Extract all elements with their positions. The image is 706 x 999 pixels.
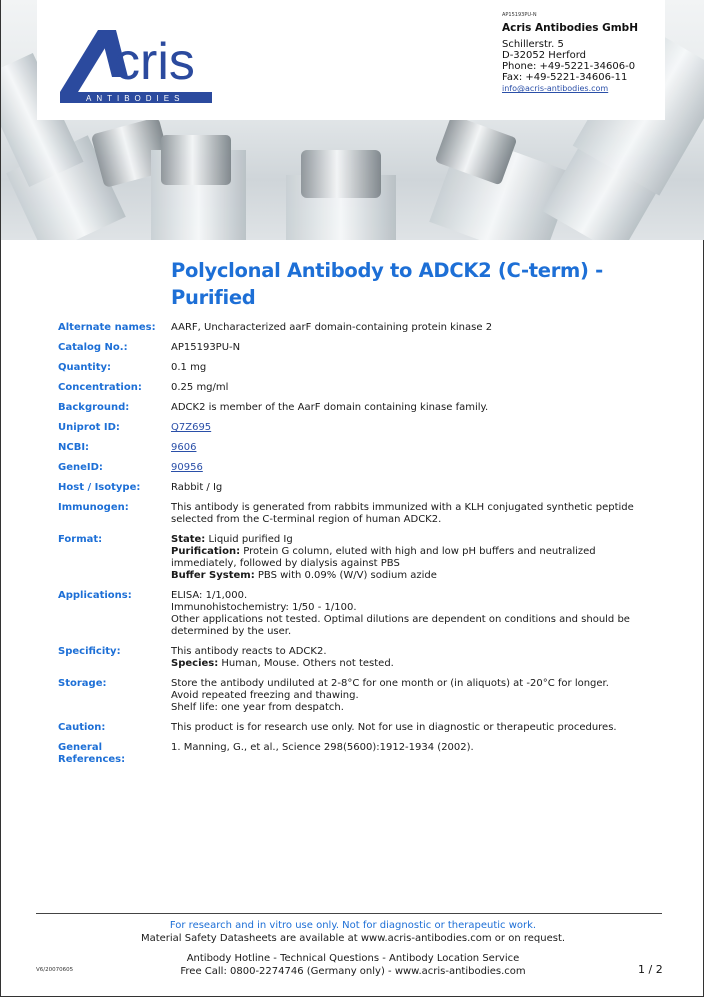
field-label: Applications: (58, 590, 132, 601)
footer-msds-note: Material Safety Datasheets are available at www.acris-antibodies.com or on request. (140, 933, 566, 944)
version-code: V6/20070605 (36, 967, 74, 973)
value-text: immediately, followed by dialysis against PBS (171, 558, 400, 569)
logo-subtitle: ANTIBODIES (86, 94, 185, 103)
field-value (171, 342, 651, 354)
value-line: ELISA: 1/1,000. (171, 590, 248, 601)
value-line: Shelf life: one year from despatch. (171, 702, 344, 713)
value-text: Human, Mouse. Others not tested. (218, 658, 394, 669)
address-line: Schillerstr. 5 (502, 39, 564, 50)
page-title: Polyclonal Antibody to ADCK2 (C-term) - Purified (171, 259, 603, 309)
info-row (58, 442, 658, 454)
logo-wordmark: cris (114, 33, 195, 91)
value-line (171, 646, 651, 658)
value-line (171, 546, 651, 558)
database-link[interactable]: Q7Z695 (171, 422, 212, 433)
info-row (58, 742, 658, 766)
field-value (171, 722, 651, 734)
field-value (171, 502, 651, 526)
field-label: Catalog No.: (58, 342, 128, 353)
database-link[interactable]: 9606 (171, 442, 197, 453)
page-number: 1 / 2 (638, 963, 663, 976)
info-row (58, 590, 658, 638)
field-label: Concentration: (58, 382, 142, 393)
field-label: Specificity: (58, 646, 121, 657)
value-sublabel: Purification: (171, 546, 241, 557)
footer-disclaimer: For research and in vitro use only. Not for diagnostic or therapeutic work. (169, 920, 537, 931)
value-line: This product is for research use only. Not for use in diagnostic or therapeutic procedures. (171, 722, 617, 733)
value-line: determined by the user. (171, 626, 292, 637)
info-row (58, 482, 658, 494)
footer-hotline: Antibody Hotline - Technical Questions - Antibody Location Service (186, 953, 520, 964)
field-value (171, 462, 651, 474)
company-name: Acris Antibodies GmbH (502, 22, 638, 34)
field-value (171, 646, 651, 670)
field-label: Storage: (58, 678, 107, 689)
value-line: 0.1 mg (171, 362, 207, 373)
info-row (58, 402, 658, 414)
field-value (171, 742, 651, 766)
field-label: Immunogen: (58, 502, 129, 513)
info-row (58, 534, 658, 582)
field-label: Host / Isotype: (58, 482, 141, 493)
info-row (58, 722, 658, 734)
info-row (58, 422, 658, 434)
field-value (171, 678, 651, 714)
value-line (171, 658, 651, 670)
value-sublabel: Buffer System: (171, 570, 255, 581)
value-line (171, 558, 651, 570)
field-value (171, 590, 651, 638)
phone-line: Phone: +49-5221-34606-0 (502, 61, 636, 72)
field-value (171, 402, 651, 414)
field-label: NCBI: (58, 442, 90, 453)
value-line: Other applications not tested. Optimal dilutions are dependent on conditions and should be (171, 614, 630, 625)
info-row (58, 502, 658, 526)
value-line (171, 570, 651, 582)
acris-logo (56, 22, 224, 106)
value-text: PBS with 0.09% (W/V) sodium azide (254, 570, 437, 581)
field-value (171, 482, 651, 494)
info-row (58, 342, 658, 354)
value-line: 1. Manning, G., et al., Science 298(5600):1912-1934 (2002). (171, 742, 474, 753)
value-text: This antibody reacts to ADCK2. (171, 646, 327, 657)
address-line: D-32052 Herford (502, 50, 587, 61)
value-text: Liquid purified Ig (205, 534, 293, 545)
value-line: ADCK2 is member of the AarF domain containing kinase family. (171, 402, 489, 413)
info-row (58, 382, 658, 394)
info-row (58, 678, 658, 714)
value-line: AARF, Uncharacterized aarF domain-containing protein kinase 2 (171, 322, 493, 333)
field-label: Caution: (58, 722, 106, 733)
field-value (171, 322, 651, 334)
value-line: This antibody is generated from rabbits immunized with a KLH conjugated synthetic peptide (171, 502, 634, 513)
info-row (58, 462, 658, 474)
product-info-table (58, 322, 658, 774)
field-value (171, 442, 651, 454)
info-row (58, 322, 658, 334)
value-line: Store the antibody undiluted at 2-8°C for one month or (in aliquots) at -20°C for longer. (171, 678, 609, 689)
field-value (171, 534, 651, 582)
contact-block (502, 12, 662, 94)
field-label: Alternate names: (58, 322, 156, 333)
value-sublabel: Species: (171, 658, 219, 669)
value-line: Immunohistochemistry: 1/50 - 1/100. (171, 602, 357, 613)
footer-divider (36, 913, 662, 914)
field-label: General References: (58, 742, 126, 765)
value-text: Protein G column, eluted with high and low pH buffers and neutralized (240, 546, 596, 557)
doc-id: AP15193PU-N (502, 12, 537, 18)
field-label: Quantity: (58, 362, 111, 373)
field-value (171, 382, 651, 394)
fax-line: Fax: +49-5221-34606-11 (502, 72, 628, 83)
value-line: Rabbit / Ig (171, 482, 223, 493)
footer-freecall: Free Call: 0800-2274746 (Germany only) - www.acris-antibodies.com (180, 966, 526, 977)
value-line: AP15193PU-N (171, 342, 241, 353)
field-label: Background: (58, 402, 130, 413)
value-sublabel: State: (171, 534, 206, 545)
field-label: GeneID: (58, 462, 103, 473)
value-line: 0.25 mg/ml (171, 382, 229, 393)
info-row (58, 362, 658, 374)
email-link[interactable]: info@acris-antibodies.com (502, 84, 609, 93)
field-label: Format: (58, 534, 103, 545)
value-line: Avoid repeated freezing and thawing. (171, 690, 359, 701)
field-value (171, 362, 651, 374)
field-value (171, 422, 651, 434)
database-link[interactable]: 90956 (171, 462, 203, 473)
value-line: selected from the C-terminal region of human ADCK2. (171, 514, 442, 525)
value-line (171, 534, 651, 546)
field-label: Uniprot ID: (58, 422, 120, 433)
info-row (58, 646, 658, 670)
